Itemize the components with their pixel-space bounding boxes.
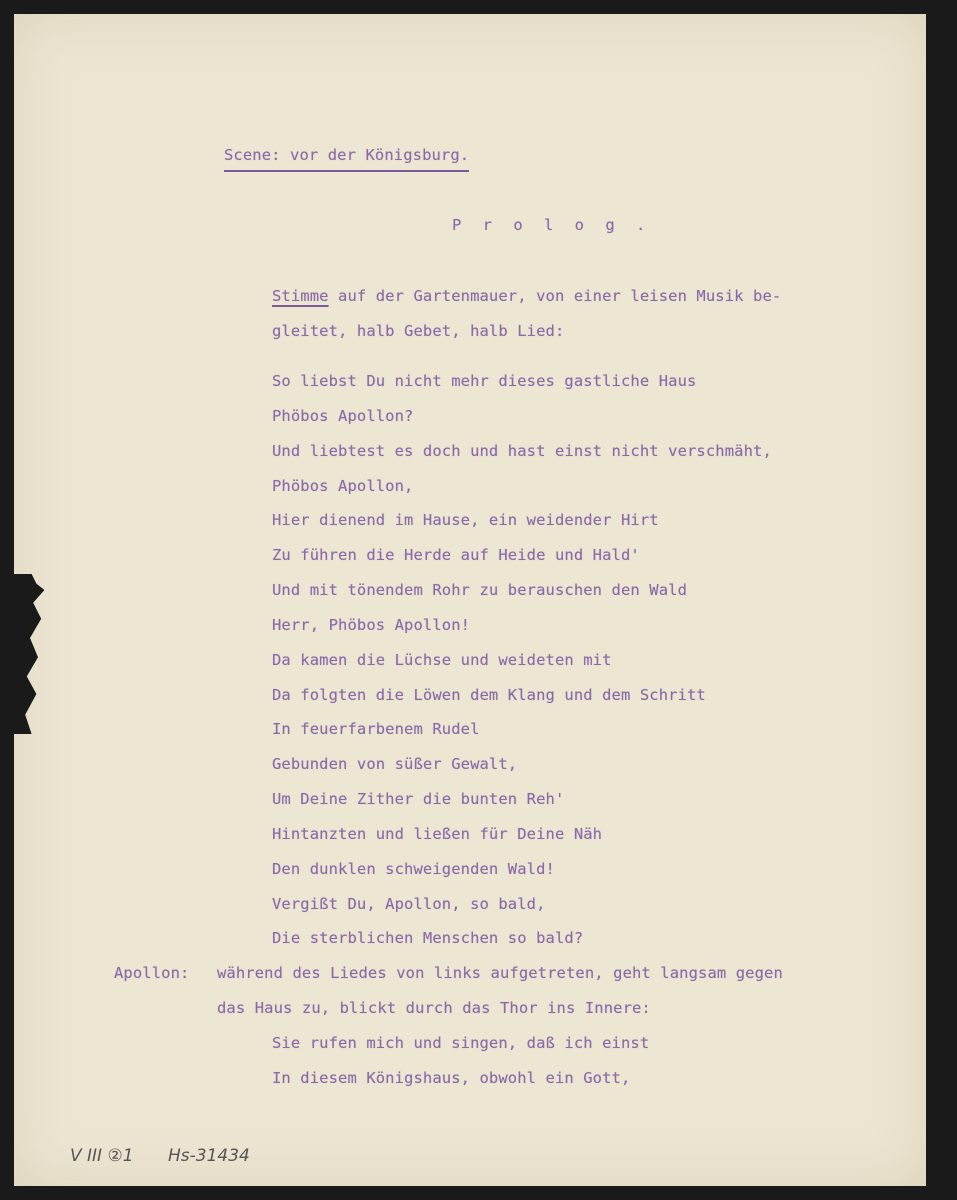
stage-direction-line-2: gleitet, halb Gebet, halb Lied:: [272, 322, 565, 340]
song-line: Phöbos Apollon,: [272, 477, 414, 495]
scene-heading: Scene: vor der Königsburg.: [224, 146, 469, 172]
song-line: Gebunden von süßer Gewalt,: [272, 755, 518, 773]
song-line: Hier dienend im Hause, ein weidender Hirt: [272, 511, 659, 529]
apollon-direction-line-2: das Haus zu, blickt durch das Thor ins Innere:: [217, 999, 651, 1017]
song-line: So liebst Du nicht mehr dieses gastliche Haus: [272, 372, 697, 390]
song-line: Und mit tönendem Rohr zu berauschen den Wald: [272, 581, 687, 599]
speaker-apollon: Apollon:: [114, 964, 190, 982]
torn-edge: [14, 574, 46, 734]
apollon-direction-line-1: während des Liedes von links aufgetreten, geht langsam gegen: [217, 964, 783, 982]
apollon-verse-line: Sie rufen mich und singen, daß ich einst: [272, 1034, 650, 1052]
stage-direction-text: auf der Gartenmauer, von einer leisen Musik be-: [328, 287, 782, 305]
speaker-stimme: Stimme: [272, 287, 329, 305]
song-line: Die sterblichen Menschen so bald?: [272, 929, 584, 947]
song-line: Phöbos Apollon?: [272, 407, 414, 425]
song-line: Hintanzten und ließen für Deine Näh: [272, 825, 603, 843]
apollon-verse-line: In diesem Königshaus, obwohl ein Gott,: [272, 1069, 631, 1087]
catalog-id: Hs-31434: [168, 1146, 250, 1166]
song-line: Zu führen die Herde auf Heide und Hald': [272, 546, 640, 564]
song-line: Den dunklen schweigenden Wald!: [272, 860, 555, 878]
stage-direction-line-1: [272, 287, 781, 305]
song-line: Und liebtest es doch und hast einst nicht verschmäht,: [272, 442, 772, 460]
song-line: Herr, Phöbos Apollon!: [272, 616, 471, 634]
song-line: In feuerfarbenem Rudel: [272, 720, 480, 738]
song-line: Vergißt Du, Apollon, so bald,: [272, 895, 546, 913]
prolog-title: P r o l o g .: [452, 216, 652, 234]
song-line: Um Deine Zither die bunten Reh': [272, 790, 565, 808]
song-line: Da folgten die Löwen dem Klang und dem Schritt: [272, 686, 706, 704]
catalog-mark: V III ②1: [70, 1146, 134, 1166]
song-line: Da kamen die Lüchse und weideten mit: [272, 651, 612, 669]
